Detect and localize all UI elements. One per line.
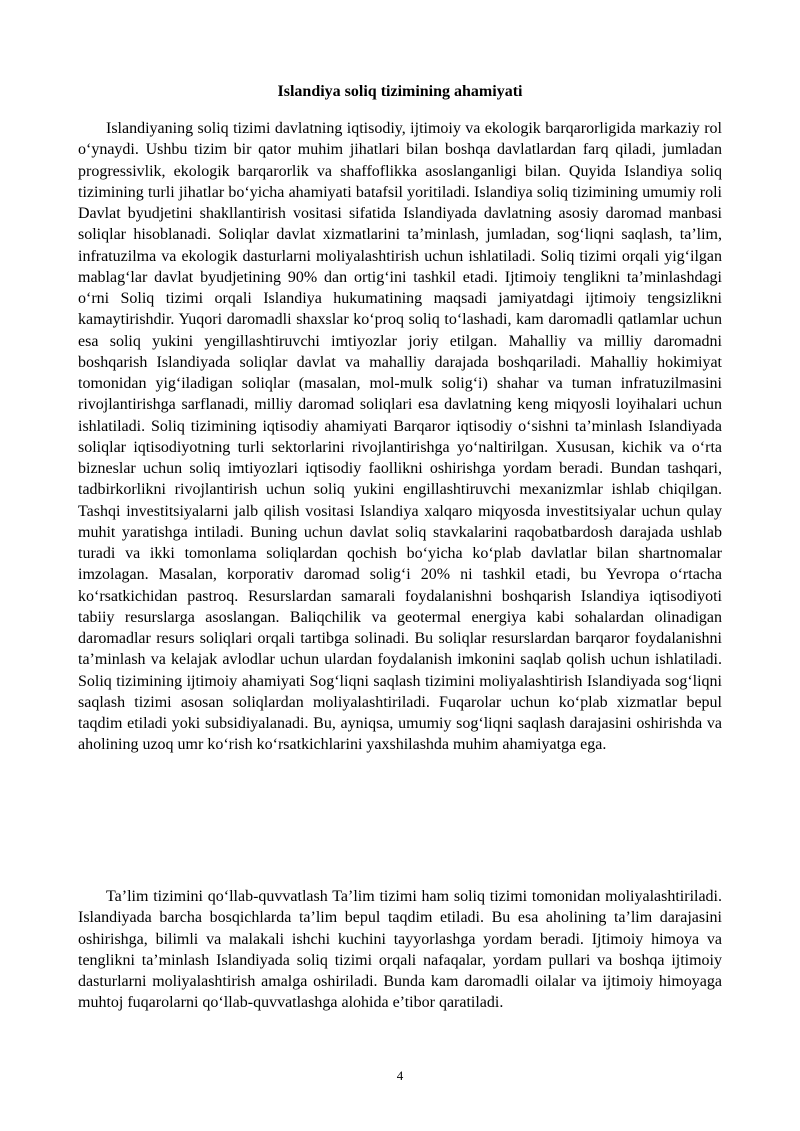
body-paragraph-1: Islandiyaning soliq tizimi davlatning iqtisodiy, ijtimoiy va ekologik barqarorligida markaziy rol o‘ynaydi. Ushbu tizim bir qator muhim jihatlari bilan boshqa davlatlardan farq qiladi, jumladan progressivlik, ekologik barqarorlik va shaffoflikka asoslanganligi bilan. Quyida Islandiya soliq tizimining turli jihatlar bo‘yicha ahamiyati batafsil yoritiladi. Islandiya soliq tizimining umumiy roli Davlat byudjetini shakllantirish vositasi sifatida Islandiyada davlatning asosiy daromad manbasi soliqlar hisoblanadi. Soliqlar davlat xizmatlarini ta’minlash, jumladan, sog‘liqni saqlash, ta’lim, infratuzilma va ekologik dasturlarni moliyalashtirish uchun ishlatiladi. Soliq tizimi orqali yig‘ilgan mablag‘lar davlat byudjetining 90% dan ortig‘ini tashkil etadi. Ijtimoiy tenglikni ta’minlashdagi o‘rni Soliq tizimi orqali Islandiya hukumatining maqsadi jamiyatdagi ijtimoiy tengsizlikni kamaytirishdir. Yuqori daromadli shaxslar ko‘proq soliq to‘lashadi, kam daromadli qatlamlar uchun esa soliq yukini yengillashtiruvchi imtiyozlar joriy etilgan. Mahalliy va milliy daromadni boshqarish Islandiyada soliqlar davlat va mahalliy darajada boshqariladi. Mahalliy hokimiyat tomonidan yig‘iladigan soliqlar (masalan, mol-mulk solig‘i) shahar va tuman infratuzilmasini rivojlantirishga sarflanadi, milliy daromad soliqlari esa davlatning keng miqyosli loyihalari uchun ishlatiladi. Soliq tizimining iqtisodiy ahamiyati Barqaror iqtisodiy o‘sishni ta’minlash Islandiyada soliqlar iqtisodiyotning turli sektorlarini rivojlantirishga yo‘naltirilgan. Xususan, kichik va o‘rta bizneslar uchun soliq imtiyozlari iqtisodiy faollikni oshirishga yordam beradi. Bundan tashqari, tadbirkorlikni rivojlantirish uchun soliq yukini engillashtiruvchi mexanizmlar ishlab chiqilgan. Tashqi investitsiyalarni jalb qilish vositasi Islandiya xalqaro miqyosda investitsiyalar uchun qulay muhit yaratishga intiladi. Buning uchun davlat soliq stavkalarini raqobatbardosh darajada ushlab turadi va ikki tomonlama soliqlardan qochish bo‘yicha ko‘plab davlatlar bilan shartnomalar imzolagan. Masalan, korporativ daromad solig‘i 20% ni tashkil etadi, bu Yevropa o‘rtacha ko‘rsatkichidan pastroq. Resurslardan samarali foydalanishni boshqarish Islandiya iqtisodiyoti tabiiy resurslarga asoslangan. Baliqchilik va geotermal energiya kabi sohalardan olinadigan daromadlar resurs soliqlari orqali tartibga solinadi. Bu soliqlar resurslardan barqaror foydalanishni ta’minlash va kelajak avlodlar uchun ulardan foydalanish imkonini saqlab qolish uchun ishlatiladi. Soliq tizimining ijtimoiy ahamiyati Sog‘liqni saqlash tizimini moliyalashtirish Islandiyada sog‘liqni saqlash tizimi asosan soliqlardan moliyalashtiriladi. Fuqarolar uchun ko‘plab xizmatlar bepul taqdim etiladi yoki subsidiyalanadi. Bu, ayniqsa, umumiy sog‘liqni saqlash darajasini oshirishda va aholining uzoq umr ko‘rish ko‘rsatkichlarini yaxshilashda muhim ahamiyatga ega. [78,120,722,754]
document-page [78,0,722,1131]
document-title: Islandiya soliq tizimining ahamiyati [277,83,523,100]
page-number: 4 [396,1068,404,1083]
body-paragraph-2: Ta’lim tizimini qo‘llab-quvvatlash Ta’lim tizimi ham soliq tizimi tomonidan moliyalashtiriladi. Islandiyada barcha bosqichlarda ta’lim bepul taqdim etiladi. Bu esa aholining ta’lim darajasini oshirishga, bilimli va malakali ishchi kuchini tayyorlashga yordam beradi. Ijtimoiy himoya va tenglikni ta’minlash Islandiyada soliq tizimi orqali nafaqalar, yordam pullari va boshqa ijtimoiy dasturlarni moliyalashtirish amalga oshiriladi. Bunda kam daromadli oilalar va ijtimoiy himoyaga muhtoj fuqarolarni qo‘llab-quvvatlashga alohida e’tibor qaratiladi. [78,888,722,1012]
